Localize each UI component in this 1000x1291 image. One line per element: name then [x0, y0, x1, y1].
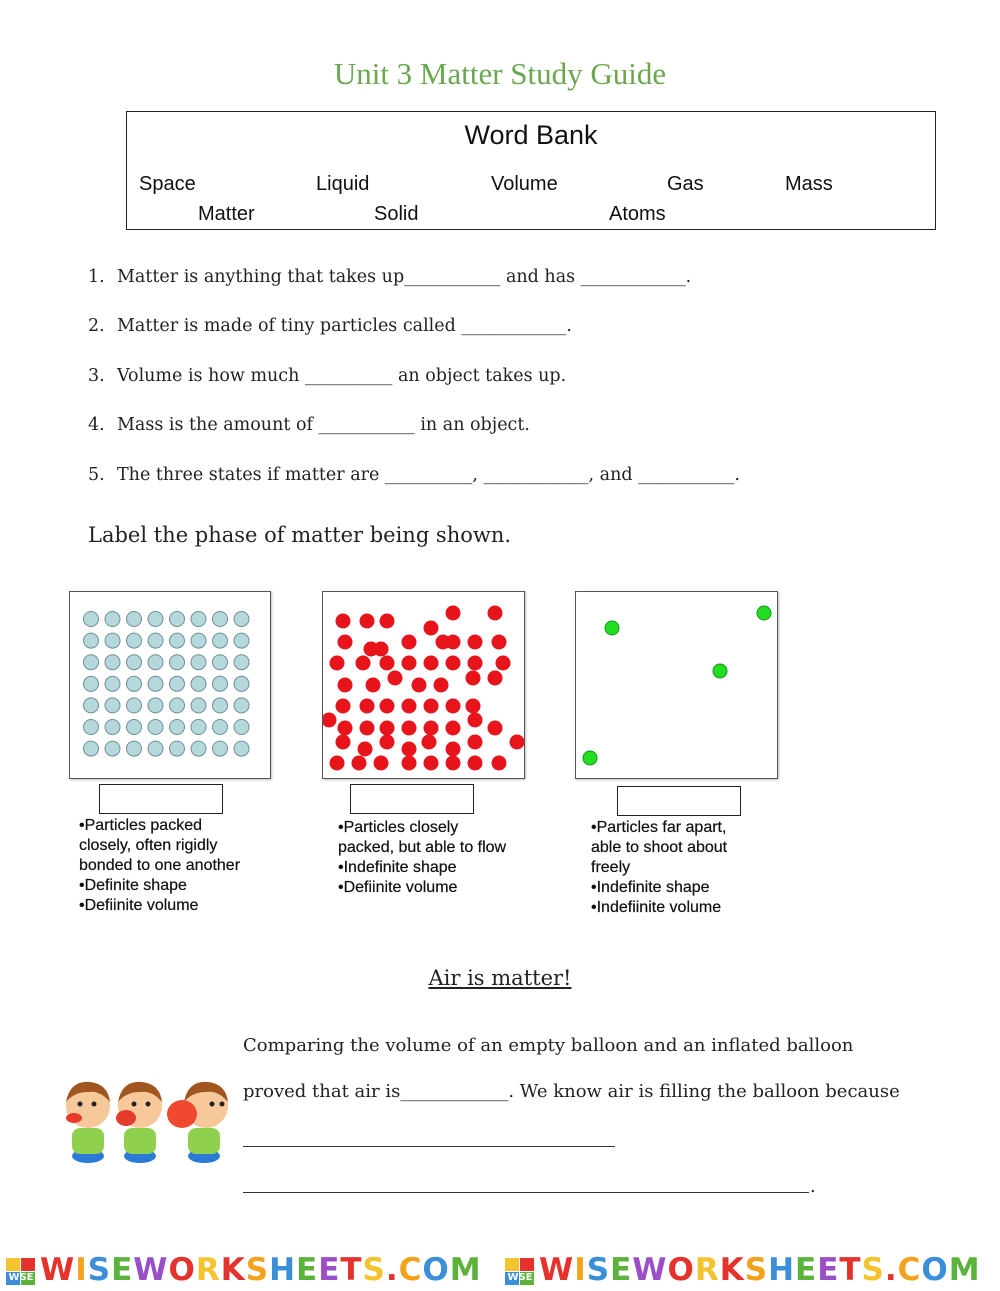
solid-particle	[213, 698, 228, 713]
liquid-particle	[468, 756, 483, 771]
description-line: •Particles packed	[79, 817, 202, 834]
liquid-particle	[402, 721, 417, 736]
solid-particle	[213, 633, 228, 648]
wise-logo-text: WSE	[507, 1272, 533, 1283]
kids-balloon-illustration	[60, 1076, 230, 1164]
liquid-particle	[323, 713, 337, 728]
gas-particle	[605, 621, 619, 635]
liquid-particle	[434, 678, 449, 693]
solid-particle	[191, 633, 206, 648]
solid-particle	[127, 612, 142, 627]
solid-particle	[105, 720, 120, 735]
liquid-particle	[380, 721, 395, 736]
solid-particle	[213, 612, 228, 627]
solid-particle	[84, 698, 99, 713]
kid-with-empty-balloon	[66, 1082, 110, 1163]
liquid-particle	[468, 656, 483, 671]
kid-with-half-balloon	[116, 1082, 162, 1163]
liquid-particle	[330, 756, 345, 771]
liquid-particle	[402, 699, 417, 714]
word-bank-word: Gas	[667, 173, 704, 195]
question-number: 2.	[88, 316, 105, 336]
question-text: Volume is how much __________ an object takes up.	[117, 366, 567, 386]
liquid-particle	[468, 635, 483, 650]
liquid-particles	[323, 592, 524, 778]
gas-particle	[757, 606, 771, 620]
solid-particle	[213, 676, 228, 691]
description-line: freely	[591, 859, 631, 876]
liquid-particle	[492, 635, 507, 650]
solid-particle	[84, 612, 99, 627]
question-number: 5.	[88, 465, 105, 485]
question-4[interactable]	[88, 415, 530, 435]
liquid-particle	[510, 735, 525, 750]
word-bank-word: Mass	[785, 173, 833, 195]
solid-particle	[148, 720, 163, 735]
solid-particle	[191, 698, 206, 713]
liquid-particle	[330, 656, 345, 671]
liquid-particle	[446, 742, 461, 757]
description-line: •Definite shape	[79, 877, 187, 894]
liquid-particle	[380, 614, 395, 629]
solid-particle	[127, 741, 142, 756]
liquid-particle	[424, 721, 439, 736]
wise-logo-icon	[505, 1258, 535, 1286]
air-paragraph-text: proved that air is____________. We know air is filling the balloon because	[243, 1081, 900, 1102]
solid-particle	[105, 633, 120, 648]
solid-particle	[191, 741, 206, 756]
liquid-particle	[446, 635, 461, 650]
description-line: bonded to one another	[79, 857, 241, 874]
liquid-particle	[468, 713, 483, 728]
solid-particle	[234, 655, 249, 670]
solid-particle	[170, 655, 185, 670]
liquid-particle	[366, 678, 381, 693]
solid-particle	[170, 633, 185, 648]
wise-logo-icon	[6, 1258, 36, 1286]
question-2[interactable]	[88, 316, 572, 336]
solid-particle	[148, 698, 163, 713]
solid-particle	[213, 741, 228, 756]
liquid-particle	[374, 642, 389, 657]
solid-particle	[127, 633, 142, 648]
liquid-particle	[466, 699, 481, 714]
liquid-particle	[446, 656, 461, 671]
liquid-particle	[338, 678, 353, 693]
word-bank-word: Liquid	[316, 173, 370, 195]
liquid-particle	[402, 635, 417, 650]
solid-particle	[170, 741, 185, 756]
description-line: •Defiinite volume	[338, 879, 458, 896]
solid-particle	[148, 655, 163, 670]
liquid-particle	[446, 606, 461, 621]
solid-particle	[234, 676, 249, 691]
liquid-diagram	[322, 591, 525, 779]
liquid-particle	[422, 735, 437, 750]
solid-particle	[105, 698, 120, 713]
word-bank-word: Volume	[491, 173, 558, 195]
liquid-particle	[338, 635, 353, 650]
liquid-particle	[446, 721, 461, 736]
liquid-particle	[336, 614, 351, 629]
liquid-particle	[360, 699, 375, 714]
liquid-particle	[402, 742, 417, 757]
solid-particle	[170, 698, 185, 713]
air-paragraph-line-1: Comparing the volume of an empty balloon and an inflated balloon	[243, 1035, 854, 1056]
description-line: •Indefinite shape	[338, 859, 457, 876]
solid-particle	[234, 612, 249, 627]
liquid-particle	[412, 678, 427, 693]
liquid-particle	[358, 742, 373, 757]
solid-particle	[105, 676, 120, 691]
question-1[interactable]	[88, 267, 691, 287]
description-line: able to shoot about	[591, 839, 728, 856]
question-3[interactable]	[88, 366, 566, 386]
solid-particle	[127, 655, 142, 670]
solid-diagram	[69, 591, 271, 779]
liquid-particle	[488, 671, 503, 686]
question-5[interactable]	[88, 465, 740, 485]
solid-particle	[191, 655, 206, 670]
liquid-particle	[496, 656, 511, 671]
liquid-particle	[380, 735, 395, 750]
liquid-particle	[466, 671, 481, 686]
word-bank-word: Atoms	[609, 203, 666, 225]
liquid-particle	[424, 656, 439, 671]
description-line: •Defiinite volume	[79, 897, 199, 914]
solid-particle	[148, 633, 163, 648]
liquid-particle	[402, 756, 417, 771]
answer-period: .	[810, 1176, 816, 1197]
solid-label-input[interactable]	[99, 784, 223, 814]
solid-particle	[148, 676, 163, 691]
gas-diagram	[575, 591, 778, 779]
solid-particle	[234, 741, 249, 756]
question-number: 4.	[88, 415, 105, 435]
liquid-particle	[424, 699, 439, 714]
phase-instruction: Label the phase of matter being shown.	[88, 523, 512, 547]
solid-particle	[148, 612, 163, 627]
liquid-particle	[488, 721, 503, 736]
description-line: closely, often rigidly	[79, 837, 218, 854]
liquid-particle	[446, 699, 461, 714]
liquid-particle	[336, 735, 351, 750]
question-text: The three states if matter are __________, ____________, and ___________.	[117, 465, 740, 485]
brand-text: WISEWORKSHEETS.COM	[539, 1252, 981, 1288]
page-title: Unit 3 Matter Study Guide	[333, 56, 667, 91]
wise-logo-text: WSE	[8, 1272, 34, 1283]
question-text: Matter is made of tiny particles called ____________.	[117, 316, 572, 336]
solid-particle	[84, 676, 99, 691]
liquid-particle	[360, 721, 375, 736]
solid-particle	[234, 698, 249, 713]
solid-particle	[191, 720, 206, 735]
liquid-particle	[380, 699, 395, 714]
word-bank-heading: Word Bank	[464, 120, 598, 150]
liquid-particle	[446, 756, 461, 771]
word-bank-word: Matter	[198, 203, 255, 225]
solid-particle	[213, 655, 228, 670]
air-paragraph-line-2[interactable]	[243, 1081, 900, 1102]
liquid-particle	[336, 699, 351, 714]
question-text: Matter is anything that takes up___________ and has ____________.	[117, 267, 692, 287]
solid-particle	[170, 676, 185, 691]
brand-text: WISEWORKSHEETS.COM	[40, 1252, 482, 1288]
footer-brand-text	[40, 1252, 482, 1288]
liquid-particle	[402, 656, 417, 671]
solid-particle	[105, 612, 120, 627]
liquid-particle	[352, 756, 367, 771]
answer-blank-line-1[interactable]	[243, 1146, 615, 1147]
footer-watermark	[0, 1252, 1000, 1291]
solid-particle	[191, 676, 206, 691]
solid-particle	[84, 655, 99, 670]
solid-particle	[84, 741, 99, 756]
liquid-particle	[374, 756, 389, 771]
liquid-particle	[468, 735, 483, 750]
solid-particle	[84, 720, 99, 735]
gas-particles	[576, 592, 777, 778]
gas-particle	[583, 751, 597, 765]
question-number: 3.	[88, 366, 105, 386]
liquid-particle	[424, 756, 439, 771]
solid-particle	[105, 655, 120, 670]
liquid-particle	[356, 656, 371, 671]
footer-brand-text	[539, 1252, 981, 1288]
kid-with-inflated-balloon	[167, 1082, 228, 1163]
solid-particle	[170, 720, 185, 735]
solid-particle	[170, 612, 185, 627]
description-line: •Indefiinite volume	[591, 899, 722, 916]
question-number: 1.	[88, 267, 105, 287]
air-heading: Air is matter!	[428, 966, 572, 990]
liquid-particle	[488, 606, 503, 621]
liquid-particle	[388, 671, 403, 686]
solid-particle	[105, 741, 120, 756]
solid-particle	[191, 612, 206, 627]
answer-blank-line-2[interactable]	[243, 1192, 809, 1193]
liquid-particle	[380, 656, 395, 671]
solid-particle	[127, 698, 142, 713]
word-bank	[126, 111, 936, 230]
gas-label-input[interactable]	[617, 786, 741, 816]
solid-particle	[84, 633, 99, 648]
solid-particle	[127, 720, 142, 735]
description-line: •Particles far apart,	[591, 819, 727, 836]
word-bank-word: Space	[139, 173, 196, 195]
solid-particle	[213, 720, 228, 735]
liquid-particle	[360, 614, 375, 629]
solid-particles	[70, 592, 270, 778]
description-line: •Particles closely	[338, 819, 459, 836]
solid-particle	[148, 741, 163, 756]
liquid-particle	[424, 621, 439, 636]
description-line: •Indefinite shape	[591, 879, 710, 896]
liquid-particle	[338, 721, 353, 736]
description-line: packed, but able to flow	[338, 839, 507, 856]
solid-particle	[127, 676, 142, 691]
gas-description	[591, 818, 727, 918]
solid-particle	[234, 633, 249, 648]
word-bank-word: Solid	[374, 203, 419, 225]
gas-particle	[713, 664, 727, 678]
liquid-particle	[492, 756, 507, 771]
liquid-description	[338, 818, 506, 898]
solid-description	[79, 816, 240, 916]
liquid-label-input[interactable]	[350, 784, 474, 814]
solid-particle	[234, 720, 249, 735]
question-text: Mass is the amount of ___________ in an object.	[117, 415, 530, 435]
